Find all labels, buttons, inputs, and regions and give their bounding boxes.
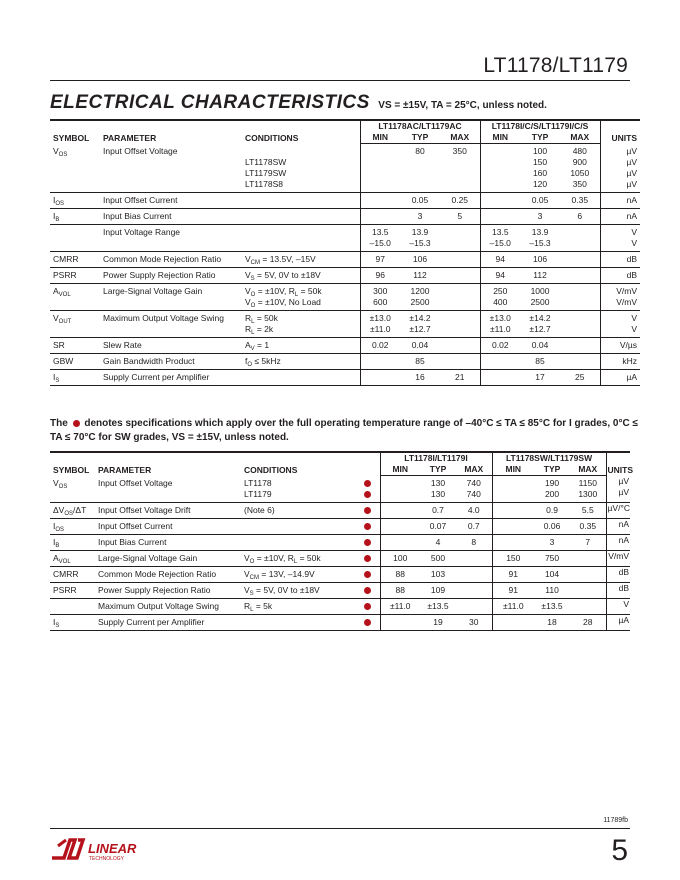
page-code: 11789fb — [603, 817, 628, 824]
bullet-dot-icon — [364, 603, 371, 610]
cell-parameter: Input Voltage Range — [100, 225, 242, 252]
cell-max — [456, 599, 492, 615]
table-row — [50, 599, 630, 615]
bullet-dot-icon — [364, 587, 371, 594]
cell-conditions — [242, 370, 360, 386]
cell-min — [380, 503, 420, 519]
cell-symbol: $I_B$ — [50, 535, 95, 551]
col-header-min: MIN — [492, 464, 534, 476]
cell-min — [380, 535, 420, 551]
cell-typ: 0.7 — [420, 503, 456, 519]
cell-units: nA — [600, 209, 640, 225]
table-row — [50, 535, 630, 551]
cell-min: 0.02 — [480, 338, 520, 354]
cell-typ: 3 — [520, 209, 560, 225]
cell-parameter: Common Mode Rejection Ratio — [95, 567, 241, 583]
table-row — [50, 354, 640, 370]
cell-max: 7 — [570, 535, 606, 551]
cell-max: 350 — [440, 144, 480, 193]
cell-typ: 80 — [400, 144, 440, 193]
cell-min: 100 — [380, 551, 420, 567]
cell-max — [570, 583, 606, 599]
col-header-min: MIN — [360, 132, 400, 144]
cell-typ: 130 130 — [420, 476, 456, 503]
cell-min: ±11.0 — [380, 599, 420, 615]
cell-typ: 0.05 — [520, 193, 560, 209]
cell-min — [360, 370, 400, 386]
cell-symbol — [50, 225, 100, 252]
cell-typ: 100 150 160 120 — [520, 144, 560, 193]
col-header-parameter: PARAMETER — [100, 120, 242, 144]
cell-typ: 17 — [520, 370, 560, 386]
cell-max: 0.35 — [560, 193, 600, 209]
cell-typ: 104 — [534, 567, 570, 583]
cell-max — [440, 311, 480, 338]
table-row — [50, 338, 640, 354]
cell-symbol: CMRR — [50, 567, 95, 583]
bullet-dot-icon — [364, 539, 371, 546]
note-text-before: The — [50, 418, 68, 429]
col-header-symbol: SYMBOL — [50, 452, 95, 476]
table-row — [50, 252, 640, 268]
cell-min — [380, 476, 420, 503]
cell-units: µV µV — [606, 476, 630, 503]
cell-symbol: PSRR — [50, 583, 95, 599]
table-row — [50, 311, 640, 338]
cell-symbol: $V_{OUT}$ — [50, 311, 100, 338]
cell-typ: 500 — [420, 551, 456, 567]
cell-typ: 3 — [534, 535, 570, 551]
col-group-1: LT1178I/LT1179I — [380, 452, 492, 464]
cell-symbol: $I_{OS}$ — [50, 519, 95, 535]
cell-min: 94 — [480, 268, 520, 284]
cell-typ: 4 — [420, 535, 456, 551]
table-row — [50, 615, 630, 631]
cell-min — [480, 209, 520, 225]
cell-max — [560, 311, 600, 338]
cell-max — [440, 354, 480, 370]
cell-typ: 13.9 –15.3 — [520, 225, 560, 252]
col-header-typ: TYP — [520, 132, 560, 144]
cell-max — [440, 252, 480, 268]
cell-temp-dot — [355, 551, 380, 567]
cell-units: V/mV V/mV — [600, 284, 640, 311]
cell-max: 6 — [560, 209, 600, 225]
cell-parameter: Supply Current per Amplifier — [100, 370, 242, 386]
cell-temp-dot — [355, 583, 380, 599]
cell-min — [492, 615, 534, 631]
cell-max — [456, 567, 492, 583]
table-row — [50, 476, 630, 503]
cell-conditions: $V_{CM} = 13V$, –14.9V — [241, 567, 355, 583]
cell-conditions: LT1178 LT1179 — [241, 476, 355, 503]
cell-units: V V — [600, 225, 640, 252]
cell-units: V/mV — [606, 551, 630, 567]
cell-max — [440, 268, 480, 284]
cell-parameter: Power Supply Rejection Ratio — [95, 583, 241, 599]
cell-max: 5 — [440, 209, 480, 225]
cell-max — [560, 252, 600, 268]
cell-parameter: Input Offset Current — [95, 519, 241, 535]
cell-max: 5.5 — [570, 503, 606, 519]
cell-min — [480, 144, 520, 193]
cell-temp-dot — [355, 535, 380, 551]
col-header-min: MIN — [380, 464, 420, 476]
cell-symbol: CMRR — [50, 252, 100, 268]
bullet-dot-icon — [364, 555, 371, 562]
cell-min — [380, 519, 420, 535]
table-body — [50, 144, 640, 386]
cell-min: 13.5 –15.0 — [360, 225, 400, 252]
cell-min — [380, 615, 420, 631]
cell-max — [456, 583, 492, 599]
cell-max: 21 — [440, 370, 480, 386]
table-row — [50, 225, 640, 252]
cell-units: kHz — [600, 354, 640, 370]
cell-parameter: Common Mode Rejection Ratio — [100, 252, 242, 268]
cell-units: µV/°C — [606, 503, 630, 519]
linear-technology-logo — [50, 836, 142, 862]
cell-symbol: $V_{OS}$ — [50, 144, 100, 193]
cell-min — [492, 476, 534, 503]
cell-symbol: $A_{VOL}$ — [50, 284, 100, 311]
section-title: ELECTRICAL CHARACTERISTICS — [50, 92, 370, 113]
bullet-dot-icon — [73, 420, 80, 427]
cell-min: ±13.0 ±11.0 — [360, 311, 400, 338]
cell-conditions: $A_V = 1$ — [242, 338, 360, 354]
cell-typ: 106 — [400, 252, 440, 268]
cell-max: 30 — [456, 615, 492, 631]
cell-symbol: PSRR — [50, 268, 100, 284]
cell-symbol: $\Delta V_{OS}/\Delta T$ — [50, 503, 95, 519]
cell-units: V — [606, 599, 630, 615]
cell-parameter: Power Supply Rejection Ratio — [100, 268, 242, 284]
cell-conditions: LT1178SW LT1179SW LT1178S8 — [242, 144, 360, 193]
cell-symbol: $I_S$ — [50, 615, 95, 631]
col-group-2: LT1178I/C/S/LT1179I/C/S — [480, 120, 600, 132]
cell-parameter: Large-Signal Voltage Gain — [95, 551, 241, 567]
cell-typ: 13.9 –15.3 — [400, 225, 440, 252]
cell-typ: ±14.2 ±12.7 — [400, 311, 440, 338]
cell-max: 0.25 — [440, 193, 480, 209]
cell-typ: 0.06 — [534, 519, 570, 535]
cell-typ: 750 — [534, 551, 570, 567]
cell-parameter: Input Offset Voltage Drift — [95, 503, 241, 519]
cell-max: 25 — [560, 370, 600, 386]
cell-units: dB — [606, 567, 630, 583]
cell-parameter: Slew Rate — [100, 338, 242, 354]
cell-symbol: $V_{OS}$ — [50, 476, 95, 503]
table-row — [50, 551, 630, 567]
cell-max — [570, 551, 606, 567]
cell-max — [440, 338, 480, 354]
cell-typ: 16 — [400, 370, 440, 386]
cell-parameter: Input Offset Voltage — [100, 144, 242, 193]
cell-min — [480, 354, 520, 370]
cell-min: 300 600 — [360, 284, 400, 311]
table-row — [50, 144, 640, 193]
table-row — [50, 209, 640, 225]
cell-parameter: Large-Signal Voltage Gain — [100, 284, 242, 311]
col-group-2: LT1178SW/LT1179SW — [492, 452, 606, 464]
page-header-title: LT1178/LT1179 — [483, 54, 628, 77]
cell-min: 97 — [360, 252, 400, 268]
header-rule — [50, 80, 630, 81]
cell-max: 0.7 — [456, 519, 492, 535]
cell-conditions: $f_O \le 5kHz$ — [242, 354, 360, 370]
cell-max — [570, 567, 606, 583]
cell-max: 480 900 1050 350 — [560, 144, 600, 193]
cell-units: dB — [600, 252, 640, 268]
temperature-range-note — [50, 417, 640, 445]
cell-typ: 112 — [520, 268, 560, 284]
cell-parameter: Maximum Output Voltage Swing — [95, 599, 241, 615]
page-number: 5 — [611, 834, 628, 867]
cell-symbol: $I_B$ — [50, 209, 100, 225]
logo-wordmark: LINEAR — [88, 841, 137, 856]
cell-conditions: $R_L = 5k$ — [241, 599, 355, 615]
col-group-1: LT1178AC/LT1179AC — [360, 120, 480, 132]
col-header-max: MAX — [560, 132, 600, 144]
bullet-dot-icon — [364, 523, 371, 530]
cell-min: 96 — [360, 268, 400, 284]
col-header-dot — [355, 452, 380, 476]
cell-temp-dot — [355, 567, 380, 583]
cell-max: 8 — [456, 535, 492, 551]
col-header-max: MAX — [440, 132, 480, 144]
cell-typ: 110 — [534, 583, 570, 599]
cell-symbol — [50, 599, 95, 615]
cell-conditions — [242, 225, 360, 252]
cell-min: ±13.0 ±11.0 — [480, 311, 520, 338]
cell-parameter: Input Bias Current — [95, 535, 241, 551]
cell-symbol: $I_S$ — [50, 370, 100, 386]
cell-min — [480, 193, 520, 209]
cell-typ: ±13.5 — [420, 599, 456, 615]
cell-min — [492, 503, 534, 519]
cell-conditions — [241, 615, 355, 631]
cell-conditions: $V_S = 5V$, 0V to ±18V — [242, 268, 360, 284]
cell-typ: 85 — [520, 354, 560, 370]
bullet-dot-icon — [364, 491, 371, 498]
table-body — [50, 476, 630, 631]
cell-units: nA — [606, 519, 630, 535]
cell-units: V V — [600, 311, 640, 338]
cell-temp-dot — [355, 476, 380, 503]
cell-units: dB — [606, 583, 630, 599]
cell-min: 250 400 — [480, 284, 520, 311]
cell-typ: 1000 2500 — [520, 284, 560, 311]
cell-min — [492, 519, 534, 535]
table-row — [50, 268, 640, 284]
cell-symbol: GBW — [50, 354, 100, 370]
section-condition: VS = ±15V, TA = 25°C, unless noted. — [378, 100, 547, 111]
cell-max — [560, 338, 600, 354]
cell-max: 28 — [570, 615, 606, 631]
col-header-max: MAX — [570, 464, 606, 476]
table-row — [50, 370, 640, 386]
cell-temp-dot — [355, 615, 380, 631]
cell-min — [492, 535, 534, 551]
cell-typ: 109 — [420, 583, 456, 599]
cell-units: µA — [600, 370, 640, 386]
cell-max: 0.35 — [570, 519, 606, 535]
table-row — [50, 503, 630, 519]
cell-min: 13.5 –15.0 — [480, 225, 520, 252]
cell-conditions — [242, 209, 360, 225]
cell-typ: 1200 2500 — [400, 284, 440, 311]
cell-parameter: Supply Current per Amplifier — [95, 615, 241, 631]
cell-units: µA — [606, 615, 630, 631]
cell-min: 150 — [492, 551, 534, 567]
electrical-characteristics-table-25c — [50, 119, 640, 386]
cell-typ: 18 — [534, 615, 570, 631]
cell-max — [570, 599, 606, 615]
table-row — [50, 567, 630, 583]
table-row — [50, 284, 640, 311]
cell-conditions: $R_L = 50k$ $R_L = 2k$ — [242, 311, 360, 338]
cell-symbol: SR — [50, 338, 100, 354]
col-header-min: MIN — [480, 132, 520, 144]
col-header-parameter: PARAMETER — [95, 452, 241, 476]
bullet-dot-icon — [364, 619, 371, 626]
cell-typ: 0.07 — [420, 519, 456, 535]
cell-typ: ±14.2 ±12.7 — [520, 311, 560, 338]
col-header-symbol: SYMBOL — [50, 120, 100, 144]
logo-subtext: TECHNOLOGY — [89, 856, 125, 862]
cell-max: 1150 1300 — [570, 476, 606, 503]
cell-min — [360, 209, 400, 225]
cell-max — [560, 354, 600, 370]
cell-typ: 112 — [400, 268, 440, 284]
table-row — [50, 193, 640, 209]
table-row — [50, 519, 630, 535]
cell-typ: 0.04 — [520, 338, 560, 354]
cell-min — [360, 144, 400, 193]
bullet-dot-icon — [364, 480, 371, 487]
col-header-typ: TYP — [534, 464, 570, 476]
cell-max — [456, 551, 492, 567]
cell-typ: 106 — [520, 252, 560, 268]
section-heading — [50, 92, 547, 114]
cell-conditions: $V_S = 5V$, 0V to ±18V — [241, 583, 355, 599]
cell-parameter: Maximum Output Voltage Swing — [100, 311, 242, 338]
cell-min: 91 — [492, 583, 534, 599]
cell-typ: 19 — [420, 615, 456, 631]
col-header-conditions: CONDITIONS — [242, 120, 360, 144]
cell-parameter: Input Bias Current — [100, 209, 242, 225]
cell-units: V/µs — [600, 338, 640, 354]
bullet-dot-icon — [364, 571, 371, 578]
table-row — [50, 583, 630, 599]
cell-typ: 0.04 — [400, 338, 440, 354]
col-header-typ: TYP — [400, 132, 440, 144]
cell-min: 88 — [380, 567, 420, 583]
cell-max: 740 740 — [456, 476, 492, 503]
cell-conditions — [241, 519, 355, 535]
col-header-max: MAX — [456, 464, 492, 476]
cell-temp-dot — [355, 503, 380, 519]
cell-units: µV µV µV µV — [600, 144, 640, 193]
cell-conditions — [241, 535, 355, 551]
cell-max — [560, 225, 600, 252]
cell-min: 0.02 — [360, 338, 400, 354]
note-text-after: denotes specifications which apply over the full operating temperature range of –40°C ≤ TA ≤ 85°C for I grades, 0°C ≤ TA ≤ 70°C for SW grades, VS = ±15V, unless noted. — [50, 418, 638, 443]
cell-max — [440, 284, 480, 311]
cell-min — [360, 193, 400, 209]
cell-max — [560, 284, 600, 311]
cell-temp-dot — [355, 599, 380, 615]
cell-conditions: $V_O = \pm 10V$, $R_L = 50k$ — [241, 551, 355, 567]
cell-conditions: $V_{CM} = 13.5V$, –15V — [242, 252, 360, 268]
cell-units: nA — [606, 535, 630, 551]
cell-max: 4.0 — [456, 503, 492, 519]
cell-typ: 190 200 — [534, 476, 570, 503]
footer-rule — [50, 828, 630, 829]
cell-min — [480, 370, 520, 386]
cell-min: 94 — [480, 252, 520, 268]
cell-typ: 0.9 — [534, 503, 570, 519]
cell-typ: ±13.5 — [534, 599, 570, 615]
cell-conditions — [242, 193, 360, 209]
cell-max — [440, 225, 480, 252]
cell-typ: 3 — [400, 209, 440, 225]
cell-conditions: $V_O = \pm 10V$, $R_L = 50k$ $V_O = \pm 10V$, No Load — [242, 284, 360, 311]
cell-min: 88 — [380, 583, 420, 599]
cell-max — [560, 268, 600, 284]
col-header-units: UNITS — [600, 120, 640, 144]
col-header-typ: TYP — [420, 464, 456, 476]
cell-units: dB — [600, 268, 640, 284]
col-header-units: UNITS — [606, 452, 630, 476]
cell-units: nA — [600, 193, 640, 209]
bullet-dot-icon — [364, 507, 371, 514]
cell-typ: 0.05 — [400, 193, 440, 209]
cell-min: ±11.0 — [492, 599, 534, 615]
cell-parameter: Gain Bandwidth Product — [100, 354, 242, 370]
electrical-characteristics-table-full-range — [50, 451, 634, 631]
cell-temp-dot — [355, 519, 380, 535]
cell-conditions: (Note 6) — [241, 503, 355, 519]
cell-min — [360, 354, 400, 370]
cell-parameter: Input Offset Current — [100, 193, 242, 209]
cell-parameter: Input Offset Voltage — [95, 476, 241, 503]
cell-min: 91 — [492, 567, 534, 583]
cell-symbol: $I_{OS}$ — [50, 193, 100, 209]
cell-typ: 85 — [400, 354, 440, 370]
cell-typ: 103 — [420, 567, 456, 583]
col-header-conditions: CONDITIONS — [241, 452, 355, 476]
cell-symbol: $A_{VOL}$ — [50, 551, 95, 567]
